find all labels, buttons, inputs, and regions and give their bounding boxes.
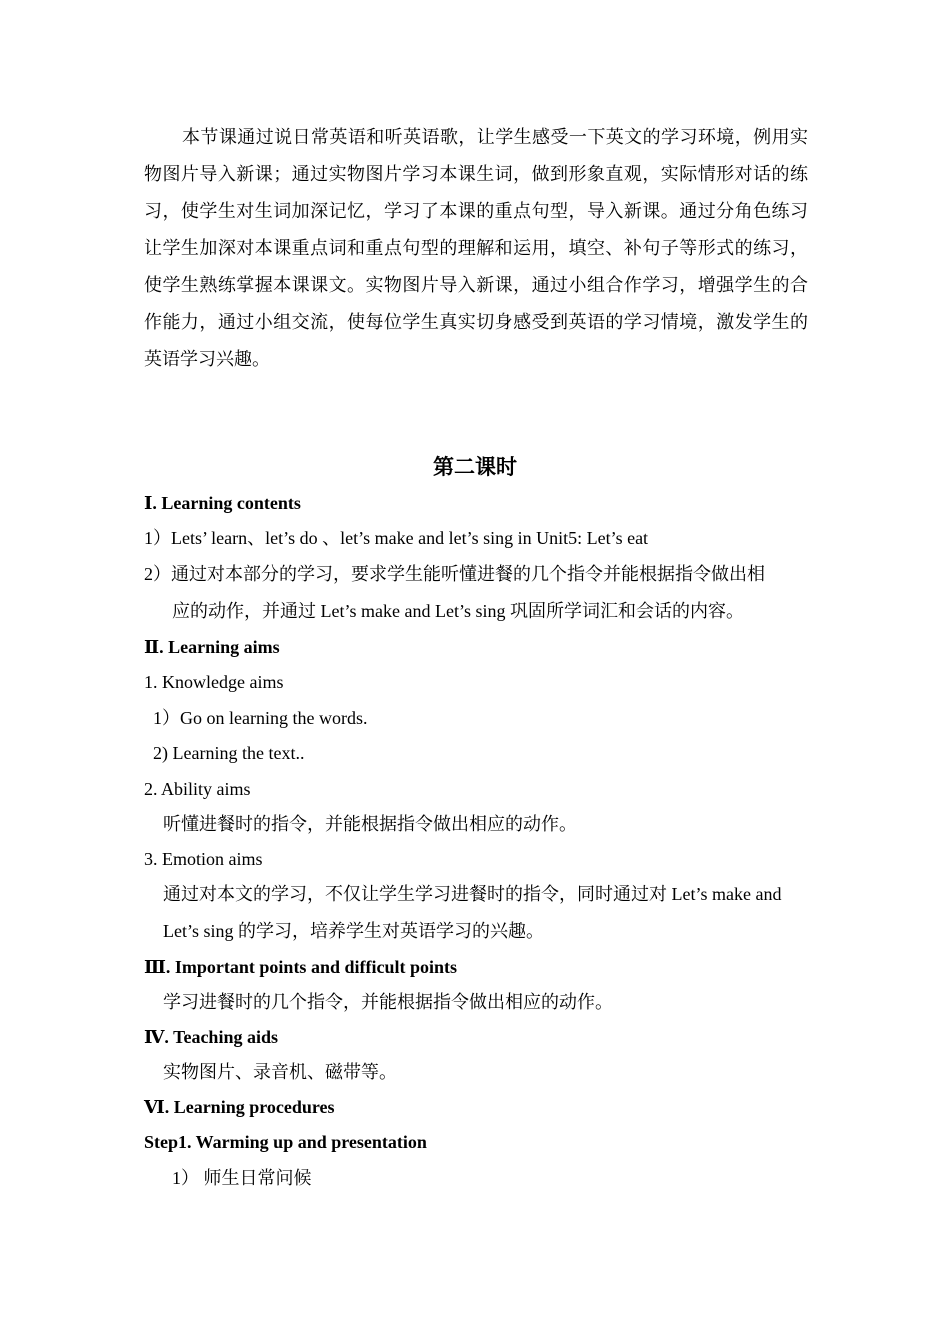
knowledge-aims: 1. Knowledge aims xyxy=(144,672,284,692)
procedures-heading: Ⅵ. Learning procedures xyxy=(144,1097,335,1117)
knowledge-item-2: 2) Learning the text.. xyxy=(153,743,305,763)
knowledge-item-1: 1）Go on learning the words. xyxy=(153,708,368,728)
aims-heading: Ⅱ. Learning aims xyxy=(144,637,280,657)
lesson-title: 第二课时 xyxy=(433,455,517,479)
contents-item-2-line-2: 应的动作，并通过 Let’s make and Let’s sing 巩固所学词汇和会话的内容。 xyxy=(172,601,744,621)
ability-aims: 2. Ability aims xyxy=(144,779,251,799)
contents-item-1: 1）Lets’ learn、let’s do 、let’s make and let’s sing in Unit5: Let’s eat xyxy=(144,528,649,548)
step1-item-1: 1） 师生日常问候 xyxy=(172,1168,312,1188)
points-heading: Ⅲ. Important points and difficult points xyxy=(144,957,457,977)
emotion-text-line-1: 通过对本文的学习，不仅让学生学习进餐时的指令，同时通过对 Let’s make and xyxy=(163,884,782,904)
ability-text: 听懂进餐时的指令，并能根据指令做出相应的动作。 xyxy=(163,814,577,834)
points-text: 学习进餐时的几个指令，并能根据指令做出相应的动作。 xyxy=(163,992,613,1012)
aids-text: 实物图片、录音机、磁带等。 xyxy=(163,1062,397,1082)
step1-heading: Step1. Warming up and presentation xyxy=(144,1132,427,1152)
contents-item-2-line-1: 2）通过对本部分的学习，要求学生能听懂进餐的几个指令并能根据指令做出相 xyxy=(144,564,765,584)
intro-paragraph: 本节课通过说日常英语和听英语歌，让学生感受一下英文的学习环境，例用实物图片导入新课；通过实物图片学习本课生词，做到形象直观，实际情形对话的练习，使学生对生词加深记忆，学习了本课的重点句型，导入新课。通过分角色练习让学生加深对本课重点词和重点句型的理解和运用，填空、补句子等形式的练习，使学生熟练掌握本课课文。实物图片导入新课，通过小组合作学习，增强学生的合作能力，通过小组交流，使每位学生真实切身感受到英语的学习情境，激发学生的英语学习兴趣。 xyxy=(144,127,808,369)
emotion-aims: 3. Emotion aims xyxy=(144,849,263,869)
emotion-text-line-2: Let’s sing 的学习，培养学生对英语学习的兴趣。 xyxy=(163,921,544,941)
aids-heading: Ⅳ. Teaching aids xyxy=(144,1027,278,1047)
contents-heading: Ⅰ. Learning contents xyxy=(144,493,301,513)
